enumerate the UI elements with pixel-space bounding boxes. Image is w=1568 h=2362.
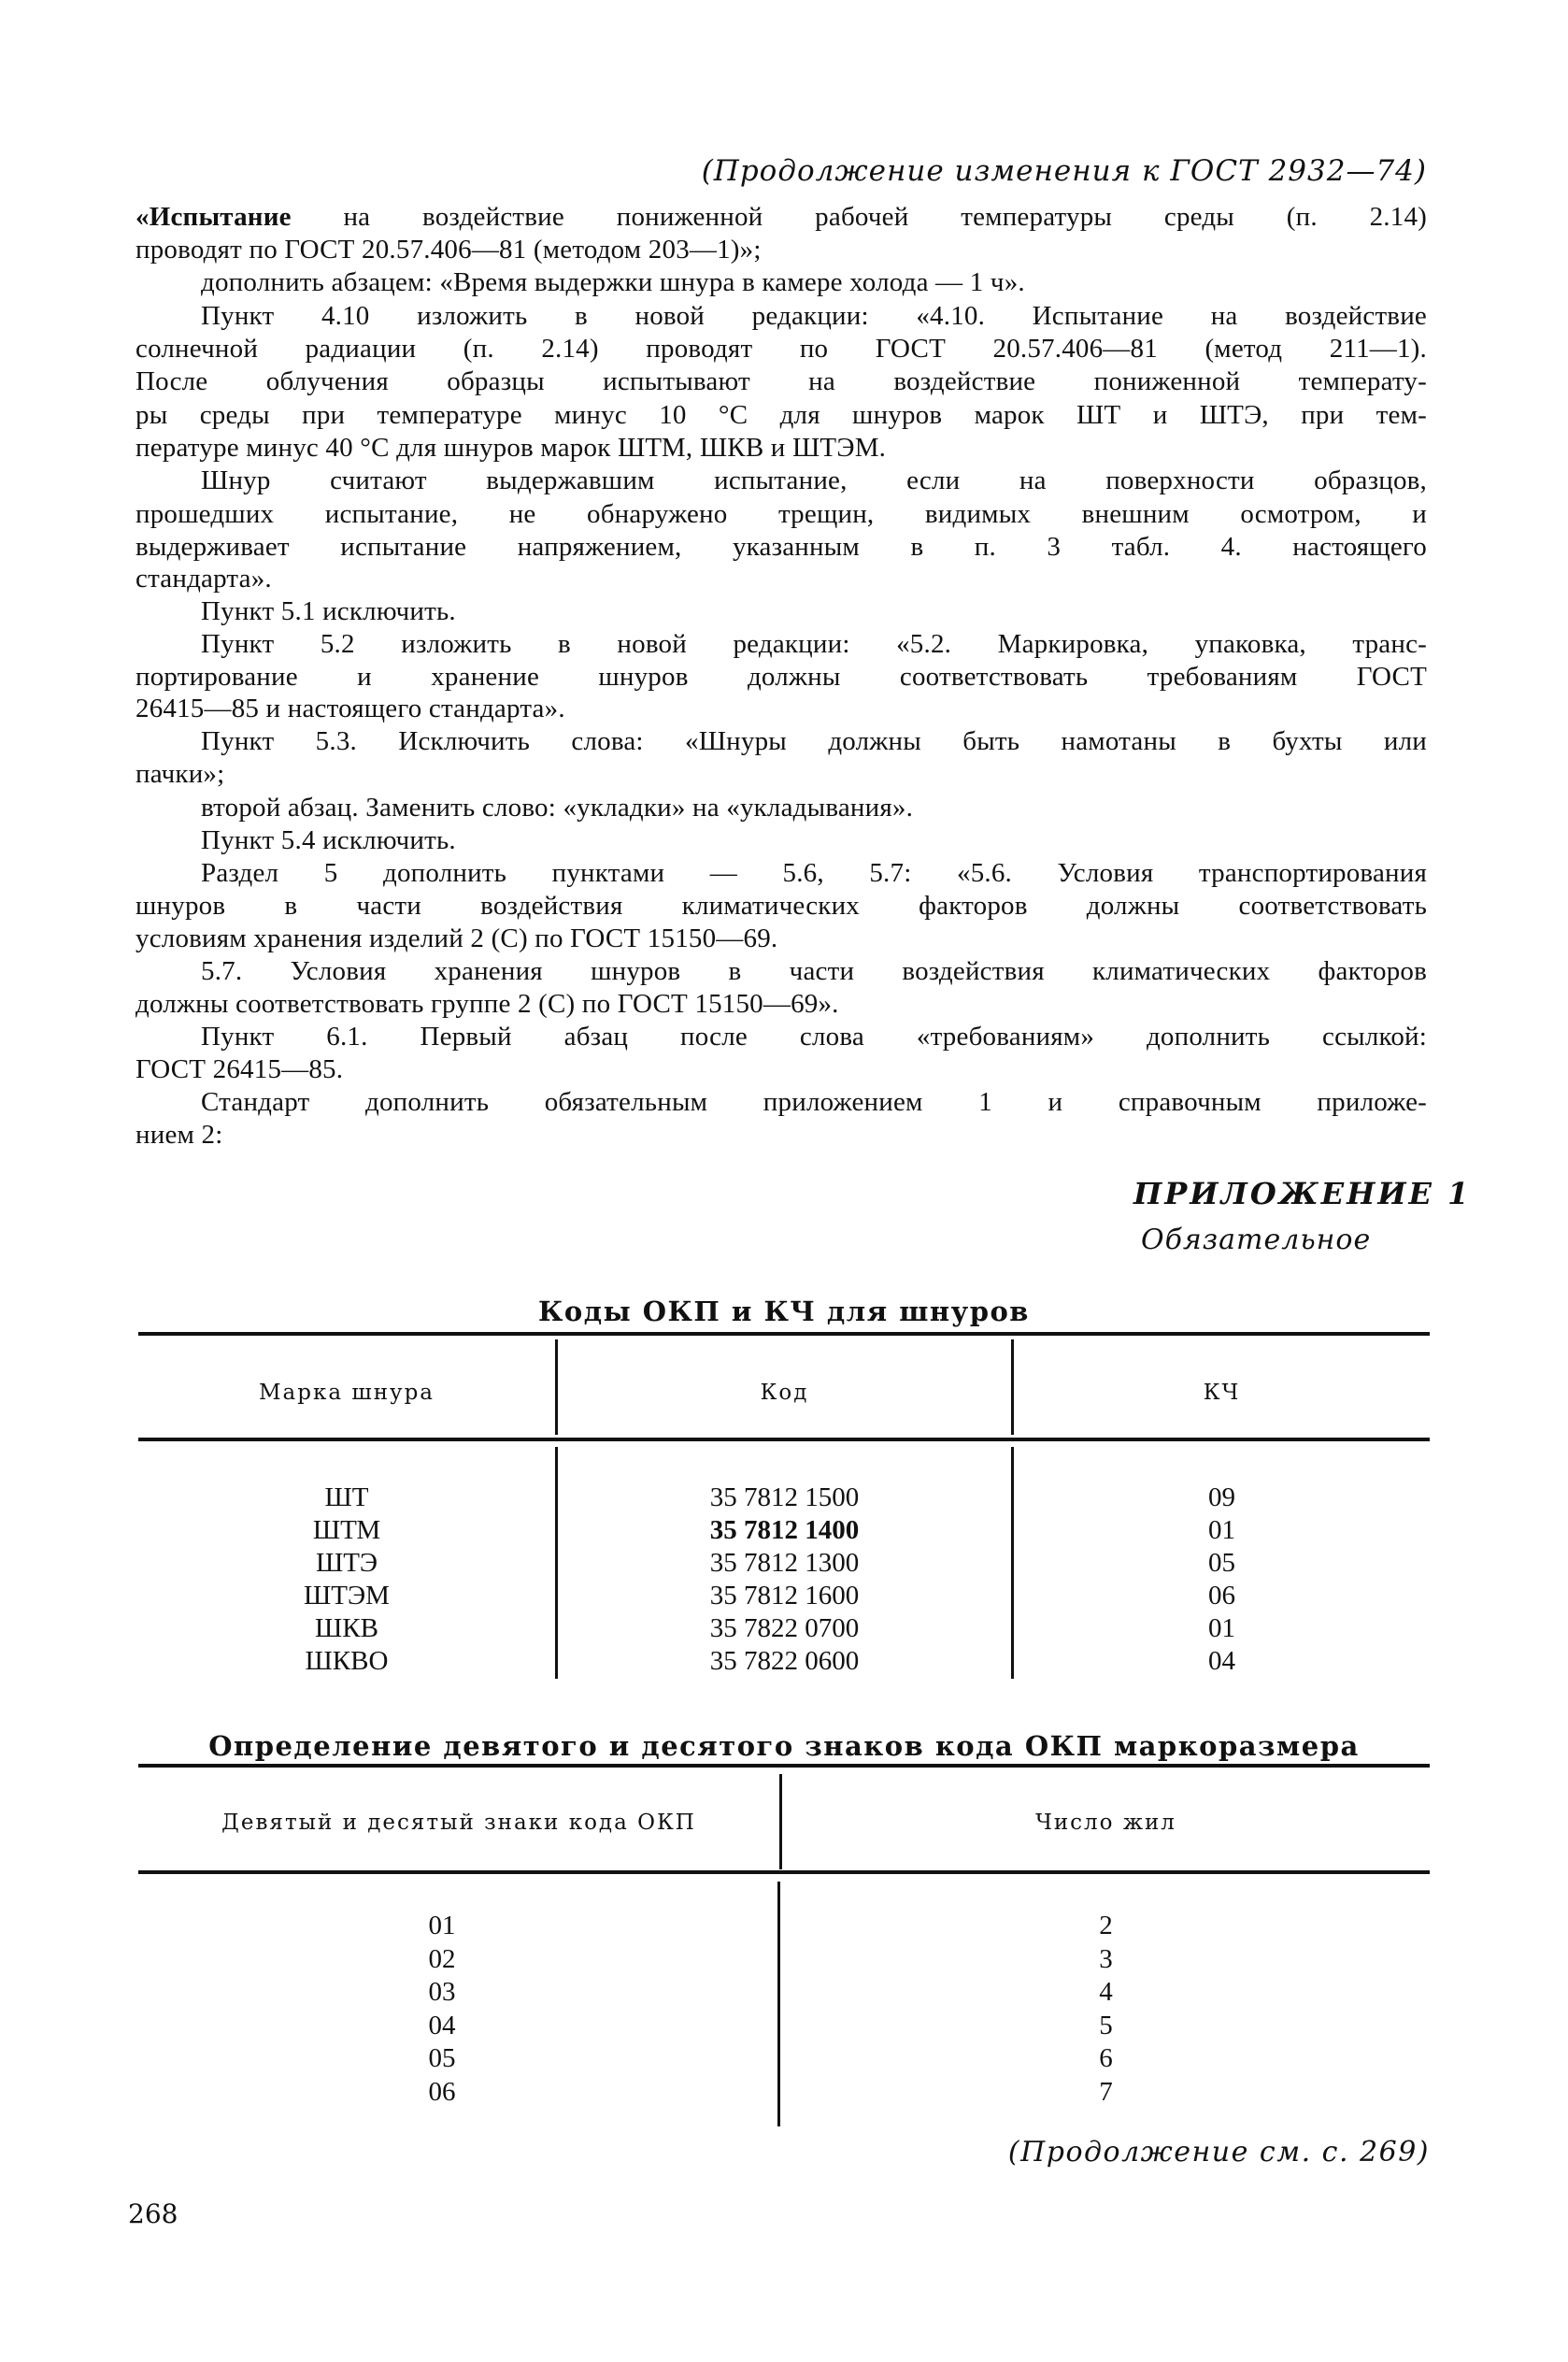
body-line: Пункт 5.4 исключить.	[201, 825, 456, 855]
table2-cell: 2	[1099, 1911, 1113, 1940]
body-line: должны соответствовать группе 2 (С) по ГОСТ 15150—69».	[135, 989, 839, 1019]
table2-cell: 01	[428, 1911, 456, 1940]
table1-cell: 35 7822 0700	[709, 1613, 860, 1643]
table2-header-rule	[138, 1870, 1430, 1874]
table2-cell: 7	[1099, 2077, 1113, 2107]
table2-header-cores: Число жил	[1035, 1811, 1176, 1835]
table2-cell: 4	[1099, 1977, 1113, 2008]
body-line: Пункт 5.1 исключить.	[201, 596, 456, 626]
body-line: После облучения образцы испытывают на воздействие пониженной температу-	[135, 366, 1427, 396]
table1-header-kch: КЧ	[1203, 1381, 1241, 1405]
table1-cell: 04	[1208, 1646, 1235, 1676]
table2-cell: 5	[1099, 2010, 1113, 2040]
body-line: Пункт 4.10 изложить в новой редакции: «4.10. Испытание на воздействие	[201, 301, 1427, 331]
page-number: 268	[128, 2198, 178, 2229]
body-line: Пункт 6.1. Первый абзац после слова «требованиям» дополнить ссылкой:	[201, 1022, 1427, 1052]
body-line: 5.7. Условия хранения шнуров в части воздействия климатических факторов	[201, 956, 1427, 986]
line-rest: на воздействие пониженной рабочей температуры среды (п. 2.14)	[291, 202, 1427, 232]
table2-top-rule	[138, 1764, 1430, 1768]
table2-cell: 3	[1099, 1943, 1113, 1974]
running-head: (Продолжение изменения к ГОСТ 2932—74)	[701, 154, 1427, 188]
table1-cell: ШТ	[324, 1482, 369, 1512]
table1-top-rule	[138, 1332, 1430, 1336]
table1-header-brand: Марка шнура	[258, 1381, 435, 1405]
table1-cell: ШТЭМ	[304, 1581, 390, 1610]
table2-cell: 04	[428, 2010, 456, 2040]
table1-cell: 06	[1208, 1581, 1235, 1610]
table2-header-digits: Девятый и десятый знаки кода ОКП	[221, 1811, 696, 1835]
body-line: нием 2:	[135, 1120, 223, 1150]
table2-title: Определение девятого и десятого знаков кода ОКП маркоразмера	[208, 1730, 1360, 1762]
body-line: шнуров в части воздействия климатических факторов должны соответствовать	[135, 891, 1427, 921]
body-line: Шнур считают выдержавшим испытание, если на поверхности образцов,	[201, 465, 1427, 495]
table1-cell: 09	[1208, 1482, 1235, 1512]
table1-cell: 35 7822 0600	[709, 1646, 860, 1676]
table1-header-code: Код	[760, 1381, 809, 1405]
body-line: Пункт 5.3. Исключить слова: «Шнуры должны быть намотаны в бухты или	[201, 726, 1427, 756]
table2-cell: 02	[428, 1943, 456, 1974]
table1-cell: 35 7812 1300	[709, 1548, 860, 1578]
body-line: условиям хранения изделий 2 (С) по ГОСТ 15150—69.	[135, 923, 778, 953]
table1-cell: 05	[1208, 1548, 1235, 1578]
body-line: Раздел 5 дополнить пунктами — 5.6, 5.7: «5.6. Условия транспортирования	[201, 858, 1427, 888]
body-line: 26415—85 и настоящего стандарта».	[135, 694, 565, 723]
table1-cell: 01	[1208, 1515, 1235, 1545]
table2-cell: 03	[428, 1977, 456, 2008]
table1-title: Коды ОКП и КЧ для шнуров	[538, 1296, 1030, 1327]
table1-cell: 35 7812 1600	[709, 1581, 860, 1610]
body-line: прошедших испытание, не обнаружено трещин, видимых внешним осмотром, и	[135, 499, 1427, 529]
table1-cell: ШКВО	[305, 1646, 389, 1676]
body-line: солнечной радиации (п. 2.14) проводят по ГОСТ 20.57.406—81 (метод 211—1).	[135, 334, 1427, 364]
continuation-note: (Продолжение см. с. 269)	[1007, 2136, 1430, 2169]
table1-cell: 35 7812 1400	[709, 1515, 860, 1545]
body-line: портирование и хранение шнуров должны соответствовать требованиям ГОСТ	[135, 662, 1427, 692]
body-line: ры среды при температуре минус 10 °С для шнуров марок ШТ и ШТЭ, при тем-	[135, 400, 1427, 430]
body-line: ГОСТ 26415—85.	[135, 1054, 344, 1084]
body-line: проводят по ГОСТ 20.57.406—81 (методом 203—1)»;	[135, 235, 762, 265]
table1-header-rule	[138, 1438, 1430, 1441]
body-line	[135, 201, 1427, 233]
table1-cell: 35 7812 1500	[709, 1482, 860, 1512]
table2-cell: 6	[1099, 2043, 1113, 2074]
body-line: дополнить абзацем: «Время выдержки шнура в камере холода — 1 ч».	[201, 267, 1025, 297]
table1-cell: ШТЭ	[315, 1548, 378, 1578]
body-line: пачки»;	[135, 759, 225, 789]
body-line: Стандарт дополнить обязательным приложением 1 и справочным приложе-	[201, 1087, 1427, 1117]
table1-cell: ШТМ	[312, 1515, 381, 1545]
body-line: Пункт 5.2 изложить в новой редакции: «5.2. Маркировка, упаковка, транс-	[201, 629, 1427, 659]
table2-cell: 06	[428, 2077, 456, 2107]
appendix-status: Обязательное	[1141, 1224, 1372, 1256]
body-line: стандарта».	[135, 564, 272, 594]
table2-body-divider	[777, 1882, 780, 2126]
table2-cell: 05	[428, 2043, 456, 2074]
table1-cell: 01	[1208, 1613, 1235, 1643]
body-line: второй абзац. Заменить слово: «укладки» на «укладывания».	[201, 793, 914, 823]
table1-cell: ШКВ	[315, 1613, 378, 1643]
appendix-label: ПРИЛОЖЕНИЕ 1	[1133, 1176, 1472, 1211]
body-line: пературе минус 40 °С для шнуров марок ШТМ, ШКВ и ШТЭМ.	[135, 433, 887, 463]
body-line: выдерживает испытание напряжением, указанным в п. 3 табл. 4. настоящего	[135, 532, 1427, 562]
bold-lead: «Испытание	[135, 202, 292, 232]
